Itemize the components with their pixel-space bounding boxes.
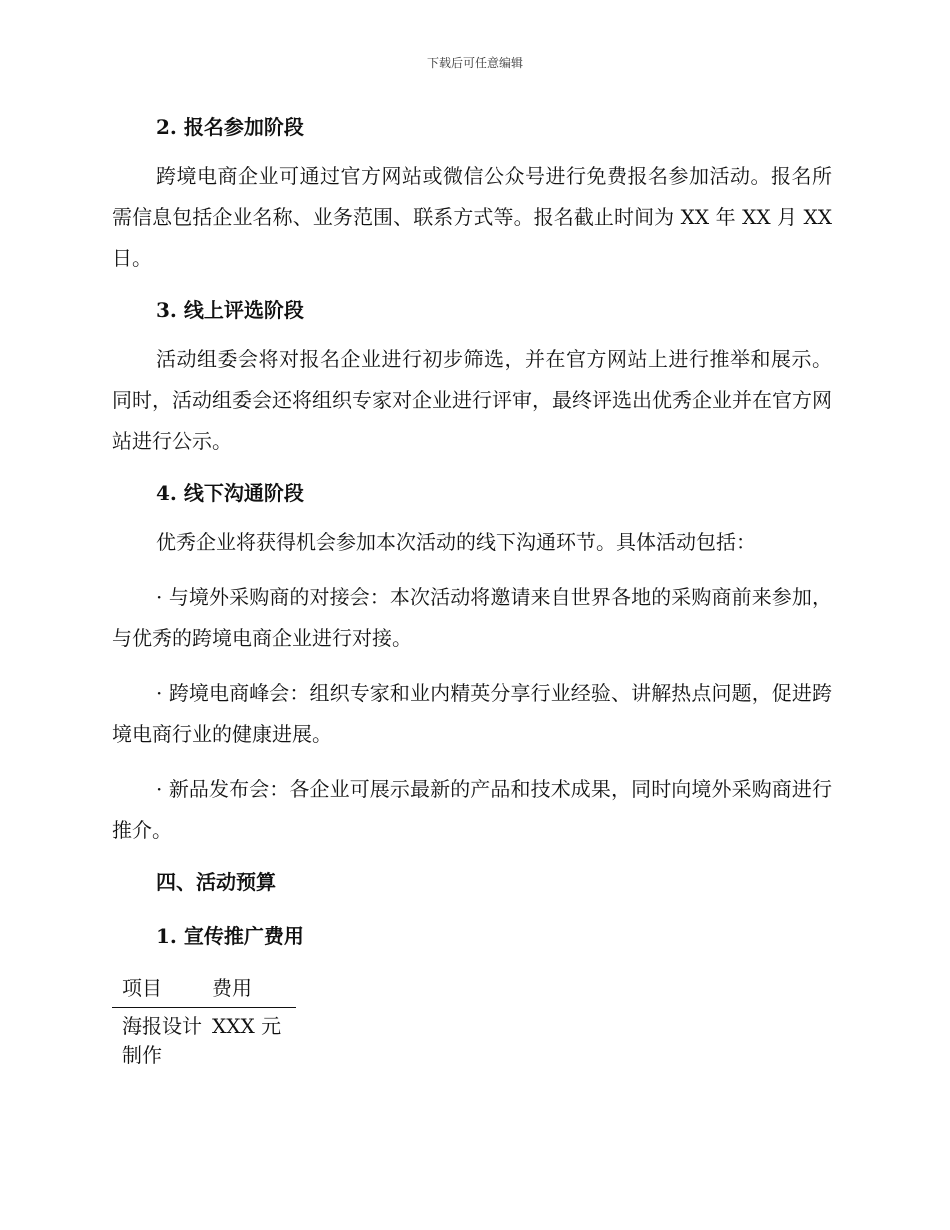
- paragraph-registration: 跨境电商企业可通过官方网站或微信公众号进行免费报名参加活动。报名所需信息包括企业名称、业务范围、联系方式等。报名截止时间为 XX 年 XX 月 XX 日。: [112, 164, 832, 270]
- page-header-note: 下载后可任意编辑: [426, 56, 523, 70]
- section-heading-budget: 四、活动预算: [156, 870, 276, 894]
- paragraph-offline-intro: 优秀企业将获得机会参加本次活动的线下沟通环节。具体活动包括：: [156, 530, 756, 554]
- paragraph-online-selection: 活动组委会将对报名企业进行初步筛选，并在官方网站上进行推举和展示。同时，活动组委会还将组织专家对企业进行评审，最终评选出优秀企业并在官方网站进行公示。: [112, 347, 832, 453]
- bullet-buyer-matching: · 与境外采购商的对接会：本次活动将邀请来自世界各地的采购商前来参加，与优秀的跨境电商企业进行对接。: [112, 585, 832, 650]
- table-row: [112, 1008, 296, 1071]
- budget-table: [112, 973, 296, 1070]
- section-heading-online-selection: 3. 线上评选阶段: [156, 298, 304, 322]
- section-heading-offline-communication: 4. 线下沟通阶段: [156, 481, 304, 505]
- section-heading-promotion-cost: 1. 宣传推广费用: [156, 924, 304, 948]
- section-heading-registration: 2. 报名参加阶段: [156, 115, 304, 139]
- table-cell-cost: XXX 元: [212, 1014, 282, 1038]
- bullet-summit: · 跨境电商峰会：组织专家和业内精英分享行业经验、讲解热点问题，促进跨境电商行业的健康进展。: [112, 681, 832, 746]
- table-header-row: [112, 973, 296, 1008]
- table-header-item: 项目: [112, 973, 202, 1008]
- table-cell-item: 海报设计制作: [122, 1014, 202, 1067]
- bullet-product-launch: · 新品发布会：各企业可展示最新的产品和技术成果，同时向境外采购商进行推介。: [112, 777, 832, 842]
- table-header-cost: 费用: [202, 973, 296, 1008]
- document-body: [112, 110, 832, 1070]
